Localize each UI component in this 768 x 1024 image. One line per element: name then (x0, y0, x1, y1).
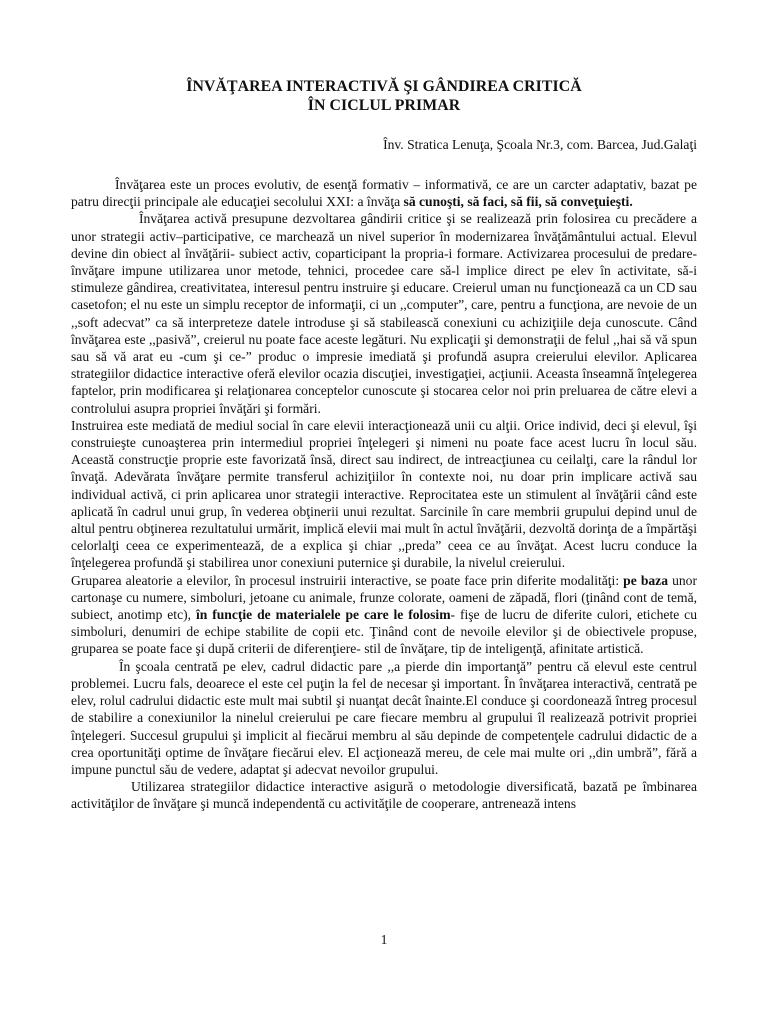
paragraph-4-bold-a: pe baza (623, 572, 669, 588)
paragraph-4-part-a: Gruparea aleatorie a elevilor, în procesul instruirii interactive, se poate face prin diferite modalităţi: (71, 572, 624, 588)
paragraph-5: În şcoala centrată pe elev, cadrul didactic pare ,,a pierde din importanţă” pentru că elevul este centrul problemei. Lucru fals, deoarece el este cel puţin la fel de necesar şi important. În învăţarea interactivă, centrată pe elev, rolul cadrului didactic este mult mai subtil şi nuanţat decât înainte.El conduce şi coordonează întreg procesul de stabilire a conexiunilor la ninelul creierului pe care fiecare membru al grupului îl realizează potrivit propriei înţelegeri. Succesul grupului şi implicit al fiecărui membru al său depinde de competenţele cadrului didactic de a crea oportunităţi optime de învăţare fiecărui elev. El acţionează mereu, de cele mai multe ori ,,din umbră”, fără a impune punctul său de vedere, adaptat şi adecvat nevoilor grupului. (71, 658, 697, 777)
document-title (0, 77, 768, 115)
paragraph-4-bold-b: în funcţie de materialele pe care le folosim (195, 607, 451, 623)
paragraph-2: Învăţarea activă presupune dezvoltarea gândirii critice şi se realizează prin folosirea cu precădere a unor strategii activ–participative, ce marchează un nivel superior în modernizarea învăţământului actual. Elevul devine din obiect al învăţării- subiect activ, coparticipant la propria-i formare. Activizarea procesului de predare-învăţare impune utilizarea unor metode, tehnici, procedee care să-l implice direct pe elev în activitate, să-i stimuleze gândirea, creativitatea, interesul pentru instruire şi educare. Creierul uman nu funcţionează ca un CD sau casetofon; el nu este un simplu receptor de informaţii, ci un ,,computer”, care, pentru a funcţiona, are nevoie de un ,,soft adecvat” ca să interpreteze datele introduse şi să stabilească conexiuni cu achiziţiile deja cunoscute. Când învăţarea este ,,pasivă”, creierul nu poate face aceste legături. Nu explicaţii şi demonstraţii de felul ,,hai să vă spun sau să vă arat eu -cum şi ce-” produc o impresie imediată şi profundă asupra creierului elevilor. Aplicarea strategiilor didactice interactive oferă elevilor ocazia discuţiei, investigaţiei, acţiunii. Aceasta înseamnă înţelegerea faptelor, prin modificarea şi relaţionarea conceptelor cunoscute şi stocarea celor noi prin preluarea de către elevi a controlului asupra propriei învăţări şi formări. (71, 211, 697, 416)
author-line: Înv. Stratica Lenuţa, Şcoala Nr.3, com. Barcea, Jud.Galaţi (383, 137, 697, 152)
document-body (71, 176, 697, 813)
paragraph-4-part-c: unor cartonaşe cu numere, simboluri, jetoane cu animale, frunze colorate, oameni de zăpadă, flori (ţinând cont de temă, subiect, anotimp etc), (71, 572, 697, 623)
title-line-2: ÎN CICLUL PRIMAR (307, 97, 461, 114)
paragraph-4-part-e: - fişe de lucru de diferite culori, etichete cu simboluri, denumiri de echipe stabilite de copii etc. Ţinând cont de nevoile elevilor şi de obiectivele propuse, gruparea se poate face şi după criterii de diferenţiere- stil de învăţare, tip de inteligenţă, afinitate artistică. (71, 607, 697, 657)
paragraph-1 (71, 176, 697, 210)
paragraph-4 (71, 572, 697, 658)
paragraph-1-text: Învăţarea este un proces evolutiv, de esenţă formativ – informativă, ce are un carcter adaptativ, bazat pe patru direcţii principale ale educaţiei secolului XXI: a învăţa (71, 177, 697, 210)
paragraph-1-bold: să cunoşti, să faci, să fii, să conveţuieşti. (403, 194, 633, 210)
paragraph-6: Utilizarea strategiilor didactice interactive asigură o metodologie diversificată, bazată pe îmbinarea activităţilor de învăţare şi muncă independentă cu activităţile de cooperare, antrenează intens (71, 779, 697, 812)
title-line-1: ÎNVĂŢAREA INTERACTIVĂ ŞI GÂNDIREA CRITICĂ (186, 78, 582, 95)
page-number: 1 (380, 932, 388, 947)
paragraph-3: Instruirea este mediată de mediul social în care elevii interacţionează unii cu alţii. Orice individ, deci şi elevul, îşi construieşte cunoaşterea prin intermediul propriei înţelegeri şi nimeni nu poate face acest lucru în locul său. Această construcţie proprie este favorizată însă, direct sau indirect, de intreacţiunea cu ceilalţi, care la rândul lor învaţă. Adevărata învăţare permite transferul achiziţiilor în contexte noi, nu doar prin implicare activă sau individual activă, ci prin aplicarea unor strategii interactive. Reprocitatea este un stimulent al învăţării când este aplicată în cadrul unui grup, în vederea obţinerii unui rezultat. Sarcinile în care membrii grupului depind unul de altul pentru obţinerea rezultatului urmărit, implică elevii mai mult în actul învăţării, dezvoltă dorinţa de a împărtăşi celorlalţi ceea ce experimentează, de a explica şi chiar ,,preda” ceea ce au învăţat. Acest lucru conduce la înţelegerea profundă şi stabilirea unor conexiuni puternice şi durabile, la nivelul creierului. (71, 417, 697, 571)
